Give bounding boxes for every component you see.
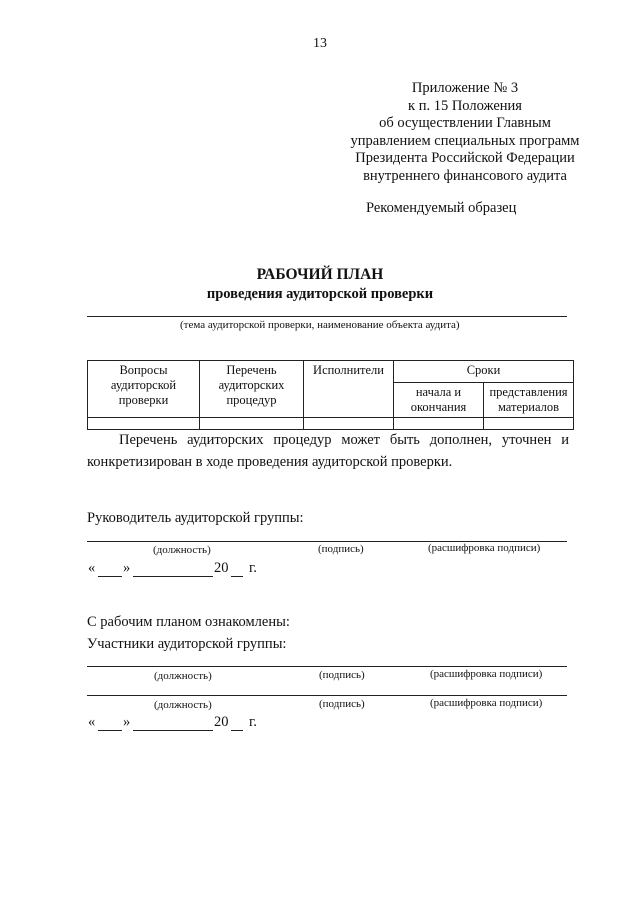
- header-executors: Исполнители: [304, 361, 394, 418]
- table-row: [88, 418, 574, 430]
- decoding-caption: (расшифровка подписи): [428, 542, 541, 554]
- decoding-caption: (расшифровка подписи): [430, 668, 543, 680]
- topic-line: [87, 316, 567, 317]
- position-caption: (должность): [153, 544, 211, 556]
- header-start-end: начала и окончания: [394, 383, 484, 418]
- date-open-quote: «: [88, 714, 96, 730]
- date-year-suffix: г.: [249, 560, 257, 576]
- date-month-blank[interactable]: [133, 730, 213, 731]
- recommended-sample-label: Рекомендуемый образец: [366, 200, 517, 216]
- acquainted-label: С рабочим планом ознакомлены:: [87, 614, 290, 630]
- appendix-block: [300, 80, 630, 185]
- date-year-prefix: 20: [214, 714, 229, 730]
- table-cell[interactable]: [484, 418, 574, 430]
- appendix-line: управлением специальных программ: [350, 132, 580, 149]
- signature-caption: (подпись): [318, 543, 364, 555]
- table-cell[interactable]: [200, 418, 304, 430]
- date-day-blank[interactable]: [98, 730, 122, 731]
- date-year-blank[interactable]: [231, 576, 243, 577]
- member-signature-line[interactable]: [87, 666, 567, 667]
- table-cell[interactable]: [304, 418, 394, 430]
- page-number: 13: [313, 36, 327, 51]
- date-month-blank[interactable]: [133, 576, 213, 577]
- member-signature-line[interactable]: [87, 695, 567, 696]
- header-presentation: представления материалов: [484, 383, 574, 418]
- table-cell[interactable]: [394, 418, 484, 430]
- date-close-quote: »: [123, 714, 131, 730]
- document-title: РАБОЧИЙ ПЛАН: [256, 266, 384, 283]
- table-cell[interactable]: [88, 418, 200, 430]
- appendix-line: внутреннего финансового аудита: [363, 167, 567, 184]
- decoding-caption: (расшифровка подписи): [430, 697, 543, 709]
- date-year-blank[interactable]: [231, 730, 243, 731]
- header-terms: Сроки: [394, 361, 574, 383]
- appendix-line: к п. 15 Положения: [408, 97, 522, 114]
- date-open-quote: «: [88, 560, 96, 576]
- date-close-quote: »: [123, 560, 131, 576]
- procedures-note: Перечень аудиторских процедур может быть дополнен, уточнен и конкретизирован в ходе проведения аудиторской проверки.: [87, 432, 569, 470]
- plan-table: [87, 360, 574, 430]
- appendix-line: об осуществлении Главным: [379, 115, 551, 131]
- position-caption: (должность): [154, 699, 212, 711]
- header-procedures: Перечень аудиторских процедур: [200, 361, 304, 418]
- signature-caption: (подпись): [319, 669, 365, 681]
- header-questions: Вопросы аудиторской проверки: [88, 361, 200, 418]
- document-subtitle: проведения аудиторской проверки: [206, 286, 434, 302]
- date-year-suffix: г.: [249, 714, 257, 730]
- appendix-line: Приложение № 3: [411, 80, 519, 96]
- signature-caption: (подпись): [319, 698, 365, 710]
- date-year-prefix: 20: [214, 560, 229, 576]
- date-day-blank[interactable]: [98, 576, 122, 577]
- group-head-label: Руководитель аудиторской группы:: [87, 510, 304, 526]
- appendix-line: Президента Российской Федерации: [355, 150, 575, 166]
- position-caption: (должность): [154, 670, 212, 682]
- members-label: Участники аудиторской группы:: [87, 636, 287, 652]
- topic-caption: (тема аудиторской проверки, наименование объекта аудита): [180, 319, 460, 331]
